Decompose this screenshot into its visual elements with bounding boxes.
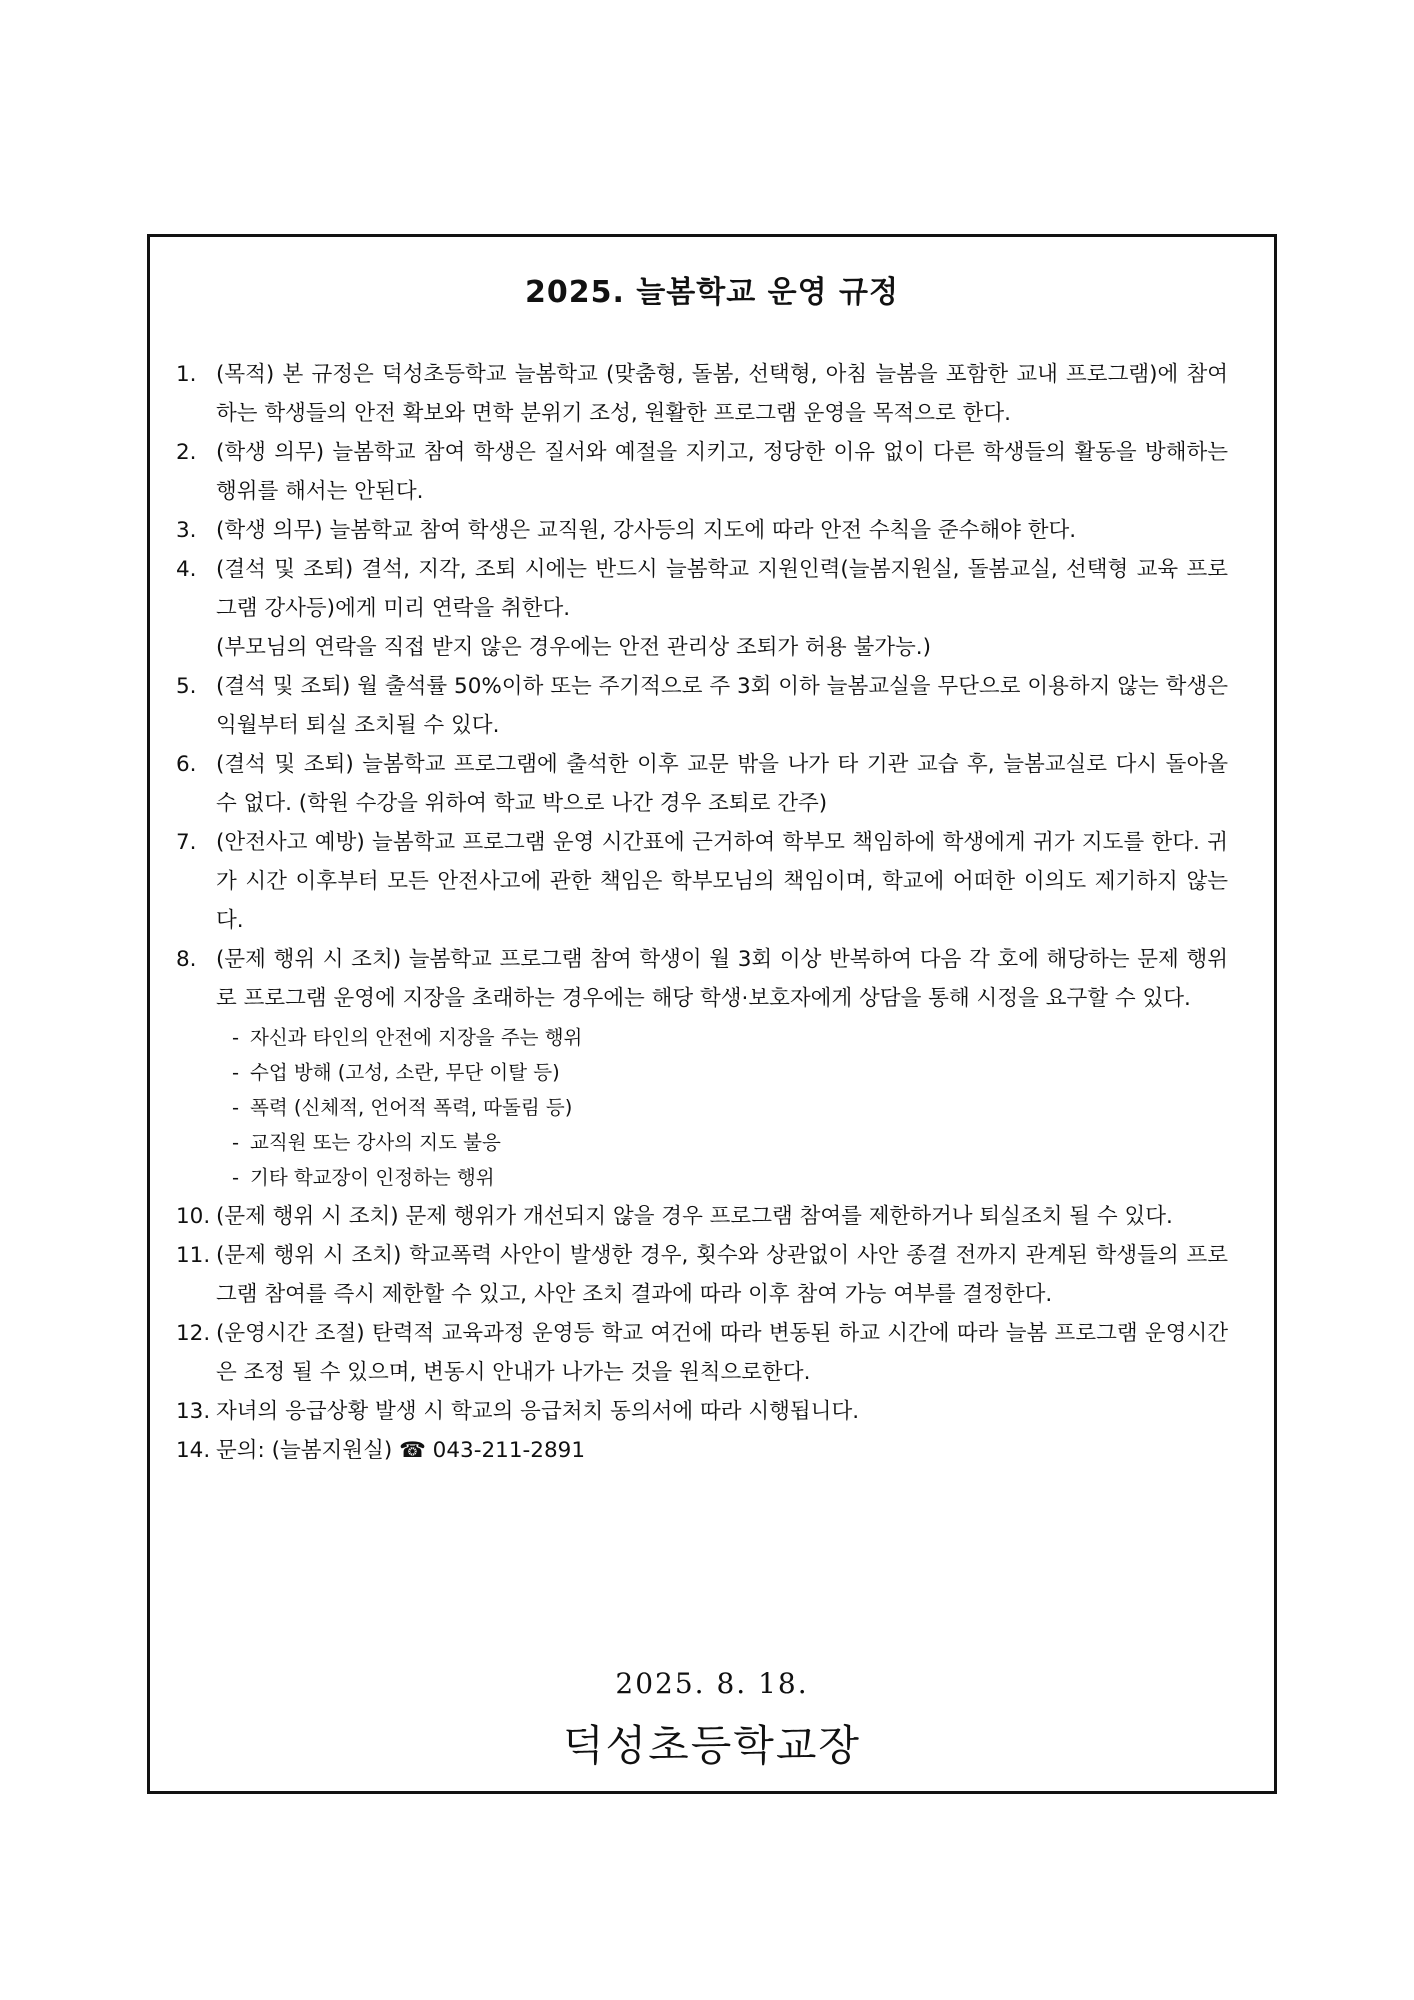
subitem: - 기타 학교장이 인정하는 행위: [228, 1160, 1228, 1195]
rule-number: 6.: [176, 752, 197, 777]
rule-item-13: [176, 1392, 1228, 1431]
rule-item-7: [176, 823, 1228, 940]
rule-number: 11.: [176, 1243, 211, 1268]
rule-text: (목적) 본 규정은 덕성초등학교 늘봄학교 (맞춤형, 돌봄, 선택형, 아침 늘봄을 포함한 교내 프로그램)에 참여하는 학생들의 안전 확보와 면학 분위기 조성, 원활한 프로그램 운영을 목적으로 한다.: [216, 362, 1228, 426]
rule-number: 1.: [176, 362, 197, 387]
rule-number: 10.: [176, 1204, 211, 1229]
rule-item-12: [176, 1314, 1228, 1392]
document-date: 2025. 8. 18.: [615, 1667, 809, 1700]
rule-item-11: [176, 1236, 1228, 1314]
subitem: - 교직원 또는 강사의 지도 불응: [228, 1125, 1228, 1160]
rule-text: (결석 및 조퇴) 월 출석률 50%이하 또는 주기적으로 주 3회 이하 늘봄교실을 무단으로 이용하지 않는 학생은 익월부터 퇴실 조치될 수 있다.: [216, 674, 1228, 738]
rules-list: [176, 355, 1228, 1470]
rule-text: (안전사고 예방) 늘봄학교 프로그램 운영 시간표에 근거하여 학부모 책임하에 학생에게 귀가 지도를 한다. 귀가 시간 이후부터 모든 안전사고에 관한 책임은 학부모님의 책임이며, 학교에 어떠한 이의도 제기하지 않는다.: [216, 830, 1228, 933]
rule-item-5: [176, 667, 1228, 745]
rule-text: 자녀의 응급상황 발생 시 학교의 응급처치 동의서에 따라 시행됩니다.: [216, 1399, 860, 1424]
rule-number: 12.: [176, 1321, 211, 1346]
subitem: - 폭력 (신체적, 언어적 폭력, 따돌림 등): [228, 1090, 1228, 1125]
contact-info: 문의: (늘봄지원실) ☎ 043-211-2891: [216, 1438, 585, 1463]
rule-text: (문제 행위 시 조치) 학교폭력 사안이 발생한 경우, 횟수와 상관없이 사안 종결 전까지 관계된 학생들의 프로그램 참여를 즉시 제한할 수 있고, 사안 조치 결과에 따라 이후 참여 가능 여부를 결정한다.: [216, 1243, 1228, 1307]
rule-item-4: [176, 550, 1228, 667]
rule-text: (학생 의무) 늘봄학교 참여 학생은 질서와 예절을 지키고, 정당한 이유 없이 다른 학생들의 활동을 방해하는 행위를 해서는 안된다.: [216, 440, 1228, 504]
rule-number: 5.: [176, 674, 197, 699]
rule-text: (결석 및 조퇴) 늘봄학교 프로그램에 출석한 이후 교문 밖을 나가 타 기관 교습 후, 늘봄교실로 다시 돌아올 수 없다. (학원 수강을 위하여 학교 박으로 나간 경우 조퇴로 간주): [216, 752, 1228, 816]
rule-item-14: [176, 1431, 1228, 1470]
rule-number: 8.: [176, 947, 197, 972]
document-frame: [147, 234, 1277, 1794]
rule-item-1: [176, 355, 1228, 433]
subitem: - 수업 방해 (고성, 소란, 무단 이탈 등): [228, 1055, 1228, 1090]
principal-signature: 덕성초등학교장: [562, 1721, 861, 1770]
rule-note: (부모님의 연락을 직접 받지 않은 경우에는 안전 관리상 조퇴가 허용 불가능.): [216, 635, 932, 660]
rule-item-10: [176, 1197, 1228, 1236]
rule-number: 7.: [176, 830, 197, 855]
rule-number: 3.: [176, 518, 197, 543]
rule-subitems: [228, 1020, 1228, 1195]
rule-number: 13.: [176, 1399, 211, 1424]
rule-number: 14.: [176, 1438, 211, 1463]
rule-number: 2.: [176, 440, 197, 465]
subitem: - 자신과 타인의 안전에 지장을 주는 행위: [228, 1020, 1228, 1055]
rule-text: (문제 행위 시 조치) 문제 행위가 개선되지 않을 경우 프로그램 참여를 제한하거나 퇴실조치 될 수 있다.: [216, 1204, 1173, 1229]
rule-text: (학생 의무) 늘봄학교 참여 학생은 교직원, 강사등의 지도에 따라 안전 수칙을 준수해야 한다.: [216, 518, 1077, 543]
rule-text: (문제 행위 시 조치) 늘봄학교 프로그램 참여 학생이 월 3회 이상 반복하여 다음 각 호에 해당하는 문제 행위로 프로그램 운영에 지장을 초래하는 경우에는 해당 학생·보호자에게 상담을 통해 시정을 요구할 수 있다.: [216, 947, 1228, 1011]
rule-item-2: [176, 433, 1228, 511]
rule-text: (운영시간 조절) 탄력적 교육과정 운영등 학교 여건에 따라 변동된 하교 시간에 따라 늘봄 프로그램 운영시간은 조정 될 수 있으며, 변동시 안내가 나가는 것을 원칙으로한다.: [216, 1321, 1228, 1385]
rule-item-3: [176, 511, 1228, 550]
rule-item-6: [176, 745, 1228, 823]
rule-text: (결석 및 조퇴) 결석, 지각, 조퇴 시에는 반드시 늘봄학교 지원인력(늘봄지원실, 돌봄교실, 선택형 교육 프로그램 강사등)에게 미리 연락을 취한다.: [216, 557, 1228, 621]
rule-number: 4.: [176, 557, 197, 582]
rule-item-8: [176, 940, 1228, 1195]
document-title: 2025. 늘봄학교 운영 규정: [524, 275, 900, 310]
